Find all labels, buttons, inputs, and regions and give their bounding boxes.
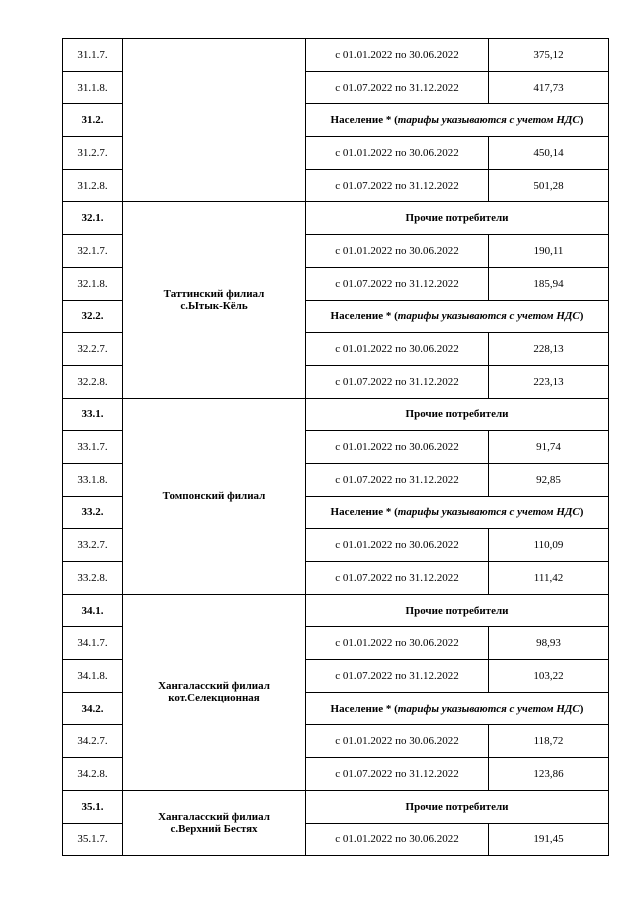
row-code: 31.2.8.	[63, 169, 123, 202]
row-code: 33.1.8.	[63, 463, 123, 496]
row-value: 92,85	[489, 463, 609, 496]
branch-name: Таттинский филиал с.Ытык-Кёль	[123, 202, 306, 398]
row-period: с 01.01.2022 по 30.06.2022	[306, 235, 489, 268]
row-period: с 01.07.2022 по 31.12.2022	[306, 169, 489, 202]
row-code: 31.2.7.	[63, 137, 123, 170]
row-value: 98,93	[489, 627, 609, 660]
row-code: 32.2.8.	[63, 365, 123, 398]
population-header: Население * (тарифы указываются с учетом НДС)	[306, 300, 609, 333]
row-value: 103,22	[489, 660, 609, 693]
row-period: с 01.07.2022 по 31.12.2022	[306, 758, 489, 791]
row-value: 91,74	[489, 431, 609, 464]
row-value: 223,13	[489, 365, 609, 398]
table-row	[63, 594, 609, 627]
row-period: с 01.01.2022 по 30.06.2022	[306, 725, 489, 758]
row-period: с 01.01.2022 по 30.06.2022	[306, 529, 489, 562]
row-code: 35.1.	[63, 790, 123, 823]
tariff-table	[62, 38, 609, 856]
row-value: 450,14	[489, 137, 609, 170]
row-value: 501,28	[489, 169, 609, 202]
branch-name: Хангаласский филиал с.Верхний Бестях	[123, 790, 306, 855]
other-consumers-header: Прочие потребители	[306, 398, 609, 431]
row-code: 32.1.8.	[63, 267, 123, 300]
row-code: 34.2.7.	[63, 725, 123, 758]
row-period: с 01.07.2022 по 31.12.2022	[306, 365, 489, 398]
row-code: 32.2.	[63, 300, 123, 333]
other-consumers-header: Прочие потребители	[306, 594, 609, 627]
row-period: с 01.01.2022 по 30.06.2022	[306, 627, 489, 660]
row-code: 33.2.7.	[63, 529, 123, 562]
row-period: с 01.07.2022 по 31.12.2022	[306, 71, 489, 104]
table-row	[63, 398, 609, 431]
branch-cell-empty	[123, 39, 306, 202]
row-code: 32.1.7.	[63, 235, 123, 268]
table-row	[63, 790, 609, 823]
branch-name: Хангаласский филиал кот.Селекционная	[123, 594, 306, 790]
row-code: 35.1.7.	[63, 823, 123, 856]
row-period: с 01.07.2022 по 31.12.2022	[306, 267, 489, 300]
row-code: 34.1.	[63, 594, 123, 627]
row-code: 34.1.7.	[63, 627, 123, 660]
row-value: 417,73	[489, 71, 609, 104]
population-header: Население * (тарифы указываются с учетом НДС)	[306, 104, 609, 137]
row-value: 228,13	[489, 333, 609, 366]
row-period: с 01.01.2022 по 30.06.2022	[306, 431, 489, 464]
row-code: 33.2.	[63, 496, 123, 529]
row-period: с 01.07.2022 по 31.12.2022	[306, 660, 489, 693]
row-value: 118,72	[489, 725, 609, 758]
row-period: с 01.01.2022 по 30.06.2022	[306, 823, 489, 856]
row-code: 31.2.	[63, 104, 123, 137]
row-value: 375,12	[489, 39, 609, 72]
row-period: с 01.07.2022 по 31.12.2022	[306, 463, 489, 496]
row-code: 32.2.7.	[63, 333, 123, 366]
row-value: 185,94	[489, 267, 609, 300]
row-code: 31.1.8.	[63, 71, 123, 104]
row-value: 110,09	[489, 529, 609, 562]
row-code: 34.2.	[63, 692, 123, 725]
row-value: 123,86	[489, 758, 609, 791]
other-consumers-header: Прочие потребители	[306, 202, 609, 235]
row-period: с 01.01.2022 по 30.06.2022	[306, 137, 489, 170]
row-code: 31.1.7.	[63, 39, 123, 72]
row-code: 33.2.8.	[63, 562, 123, 595]
other-consumers-header: Прочие потребители	[306, 790, 609, 823]
row-period: с 01.01.2022 по 30.06.2022	[306, 39, 489, 72]
population-header: Население * (тарифы указываются с учетом НДС)	[306, 496, 609, 529]
row-value: 191,45	[489, 823, 609, 856]
row-period: с 01.01.2022 по 30.06.2022	[306, 333, 489, 366]
population-header: Население * (тарифы указываются с учетом НДС)	[306, 692, 609, 725]
row-code: 32.1.	[63, 202, 123, 235]
row-code: 34.1.8.	[63, 660, 123, 693]
table-row	[63, 202, 609, 235]
row-code: 34.2.8.	[63, 758, 123, 791]
row-value: 111,42	[489, 562, 609, 595]
row-code: 33.1.7.	[63, 431, 123, 464]
row-value: 190,11	[489, 235, 609, 268]
row-period: с 01.07.2022 по 31.12.2022	[306, 562, 489, 595]
table-row	[63, 39, 609, 72]
row-code: 33.1.	[63, 398, 123, 431]
branch-name: Томпонский филиал	[123, 398, 306, 594]
